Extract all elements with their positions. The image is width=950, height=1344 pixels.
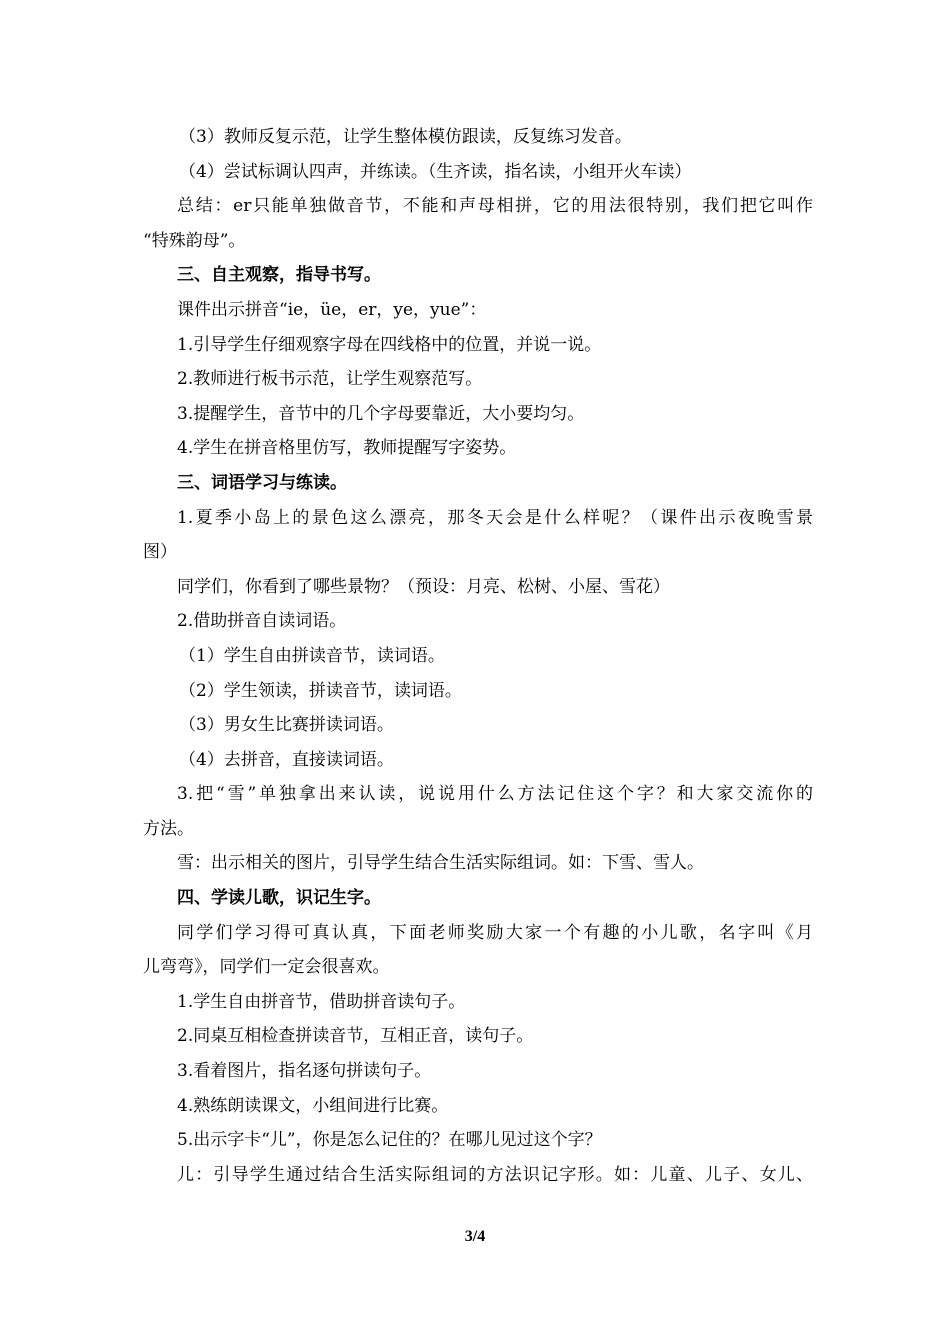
section-heading: 四、学读儿歌，识记生字。: [177, 888, 381, 909]
paragraph-line: 3.提醒学生，音节中的几个字母要靠近，大小要均匀。: [177, 403, 585, 424]
paragraph-line: 4.学生在拼音格里仿写，教师提醒写字姿势。: [177, 438, 517, 459]
section-heading: 三、词语学习与练读。: [177, 472, 347, 493]
paragraph-line: （3）教师反复示范，让学生整体模仿跟读，反复练习发音。: [179, 127, 632, 147]
paragraph-line: 4.熟练朗读课文，小组间进行比赛。: [177, 1095, 449, 1116]
paragraph-line: 2.教师进行板书示范，让学生观察范写。: [177, 369, 483, 390]
paragraph-line: 总结：er只能单独做音节，不能和声母相拼，它的用法很特别，我们把它叫作: [177, 196, 813, 217]
paragraph-line: 2.同桌互相检查拼读音节，互相正音，读句子。: [177, 1026, 534, 1047]
paragraph-line: 雪：出示相关的图片，引导学生结合生活实际组词。如：下雪、雪人。: [177, 853, 704, 874]
paragraph-line: 图）: [143, 542, 177, 563]
paragraph-line: 1.引导学生仔细观察字母在四线格中的位置，并说一说。: [177, 334, 602, 355]
section-heading: 三、自主观察，指导书写。: [177, 265, 381, 286]
paragraph-line: （1）学生自由拼读音节，读词语。: [179, 645, 445, 666]
paragraph-line: 5.出示字卡“儿”，你是怎么记住的？在哪儿见过这个字？: [177, 1130, 602, 1151]
paragraph-line: （4）尝试标调认四声，并练读。（生齐读，指名读，小组开火车读）: [179, 161, 692, 182]
paragraph-line: 2.借助拼音自读词语。: [177, 611, 347, 632]
paragraph-line: “特殊韵母”。: [143, 230, 246, 251]
paragraph-line: 1.学生自由拼音节，借助拼音读句子。: [177, 991, 466, 1012]
paragraph-line: （3）男女生比赛拼读词语。: [179, 715, 394, 736]
paragraph-line: 儿：引导学生通过结合生活实际组词的方法识记字形。如：儿童、儿子、女儿、: [177, 1164, 813, 1185]
paragraph-line: 同学们，你看到了哪些景物？（预设：月亮、松树、小屋、雪花）: [177, 576, 670, 597]
paragraph-line: 方法。: [143, 818, 194, 839]
paragraph-line: 3.看着图片，指名逐句拼读句子。: [177, 1061, 432, 1082]
paragraph-line: （4）去拼音，直接读词语。: [179, 749, 394, 770]
paragraph-line: 1.夏季小岛上的景色这么漂亮，那冬天会是什么样呢？（课件出示夜晚雪景: [177, 507, 813, 528]
page-number: 3/4: [464, 1228, 486, 1245]
paragraph-line: （2）学生领读，拼读音节，读词语。: [179, 680, 462, 701]
paragraph-line: 同学们学习得可真认真，下面老师奖励大家一个有趣的小儿歌，名字叫《月: [177, 922, 813, 943]
document-body: [143, 120, 813, 1192]
paragraph-line: 课件出示拼音“ie，üe，er，ye，yue”：: [177, 299, 487, 320]
paragraph-line: 儿弯弯》，同学们一定会很喜欢。: [143, 957, 390, 978]
paragraph-line: 3.把“雪”单独拿出来认读，说说用什么方法记住这个字？和大家交流你的: [177, 784, 813, 805]
